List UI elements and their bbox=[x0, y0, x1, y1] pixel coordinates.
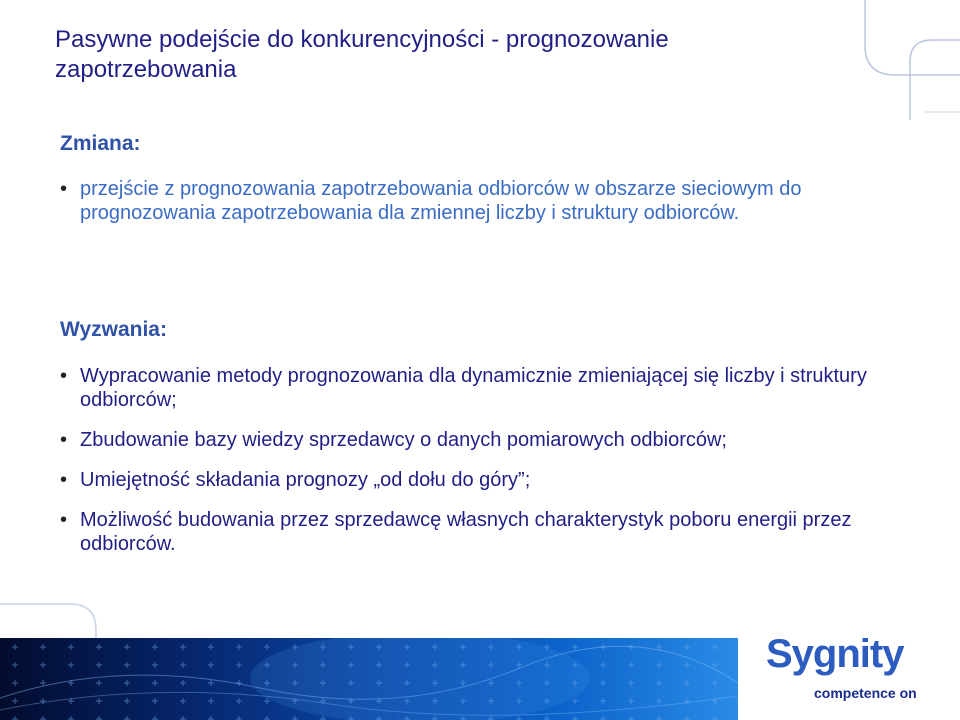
logo-tagline: competence on bbox=[814, 685, 917, 701]
challenges-list bbox=[60, 364, 870, 572]
sygnity-logo bbox=[740, 632, 960, 720]
footer-banner bbox=[0, 638, 738, 720]
change-list bbox=[60, 177, 870, 225]
logo-wordmark: Sygnity bbox=[766, 632, 904, 676]
challenge-item: • Wypracowanie metody prognozowania dla dynamicznie zmieniającej się liczby i struktury odbiorców; bbox=[60, 364, 870, 412]
left-decoration bbox=[0, 598, 100, 638]
change-item: • przejście z prognozowania zapotrzebowania odbiorców w obszarze sieciowym do prognozowania zapotrzebowania dla zmiennej liczby i struktury odbiorców. bbox=[60, 177, 870, 225]
banner-pattern bbox=[0, 638, 738, 720]
challenges-heading: Wyzwania: bbox=[60, 318, 167, 341]
challenge-item: • Możliwość budowania przez sprzedawcę własnych charakterystyk poboru energii przez odbiorców. bbox=[60, 508, 870, 556]
challenge-item: • Umiejętność składania prognozy „od dołu do góry”; bbox=[60, 468, 870, 492]
slide-title: Pasywne podejście do konkurencyjności - prognozowanie zapotrzebowania bbox=[55, 26, 669, 83]
change-heading: Zmiana: bbox=[60, 132, 141, 155]
corner-decoration bbox=[850, 0, 960, 120]
challenge-item: • Zbudowanie bazy wiedzy sprzedawcy o danych pomiarowych odbiorców; bbox=[60, 428, 870, 452]
